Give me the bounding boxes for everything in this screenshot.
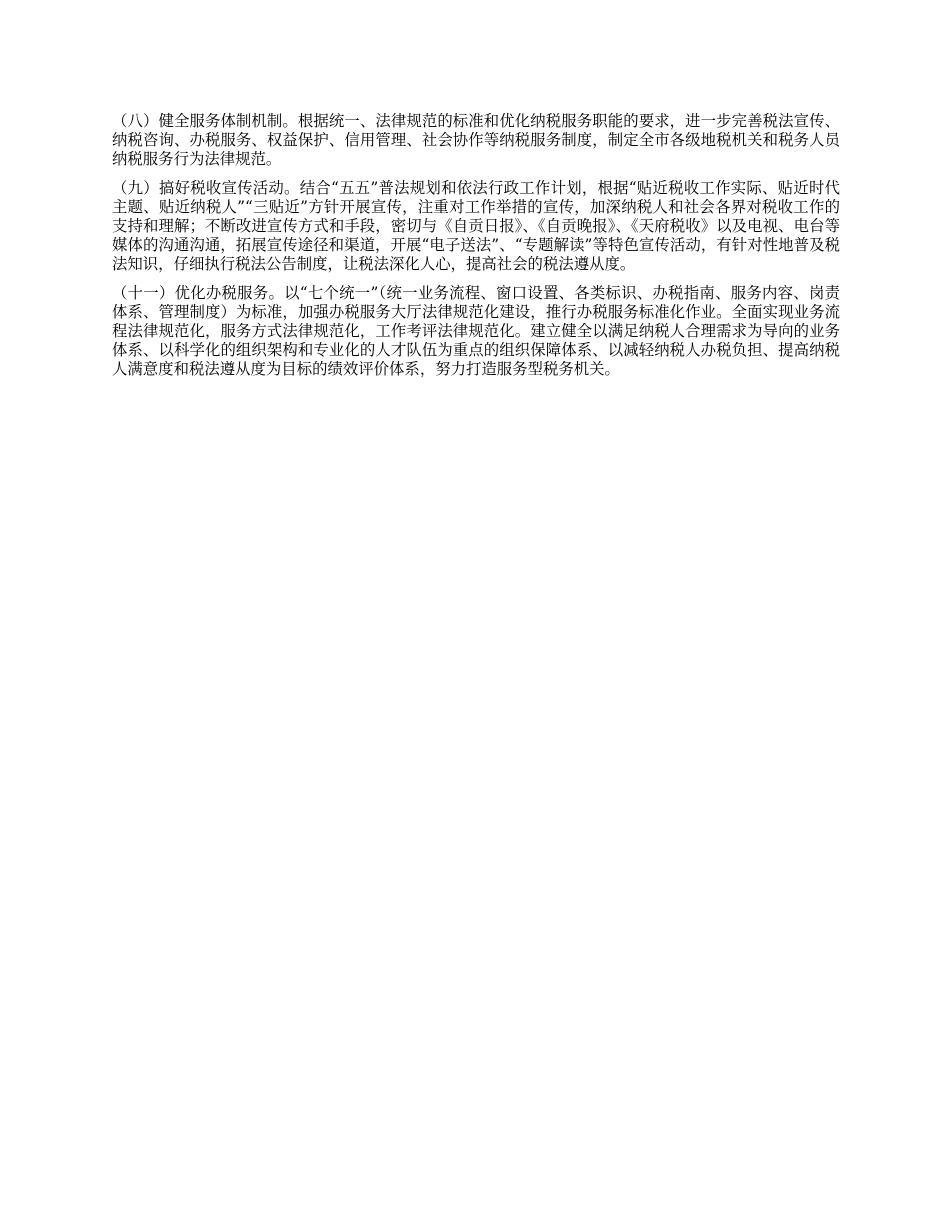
paragraph-service-mechanism: （八）健全服务体制机制。根据统一、法律规范的标准和优化纳税服务职能的要求，进一步完善税法宣传、纳税咨询、办税服务、权益保护、信用管理、社会协作等纳税服务制度，制定全市各级地税机关和税务人员纳税服务行为法律规范。 [112, 112, 840, 169]
document-page [112, 112, 840, 389]
paragraph-optimize-service: （十一）优化办税服务。以“七个统一”（统一业务流程、窗口设置、各类标识、办税指南、服务内容、岗责体系、管理制度）为标准，加强办税服务大厅法律规范化建设，推行办税服务标准化作业。全面实现业务流程法律规范化，服务方式法律规范化，工作考评法律规范化。建立健全以满足纳税人合理需求为导向的业务体系、以科学化的组织架构和专业化的人才队伍为重点的组织保障体系、以减轻纳税人办税负担、提高纳税人满意度和税法遵从度为目标的绩效评价体系，努力打造服务型税务机关。 [112, 283, 840, 379]
paragraph-tax-publicity: （九）搞好税收宣传活动。结合“五五”普法规划和依法行政工作计划，根据“贴近税收工作实际、贴近时代主题、贴近纳税人”“三贴近”方针开展宣传，注重对工作举措的宣传，加深纳税人和社会各界对税收工作的支持和理解；不断改进宣传方式和手段，密切与《自贡日报》、《自贡晚报》、《天府税收》以及电视、电台等媒体的沟通沟通，拓展宣传途径和渠道，开展“电子送法”、“专题解读”等特色宣传活动，有针对性地普及税法知识，仔细执行税法公告制度，让税法深化人心，提高社会的税法遵从度。 [112, 178, 840, 274]
